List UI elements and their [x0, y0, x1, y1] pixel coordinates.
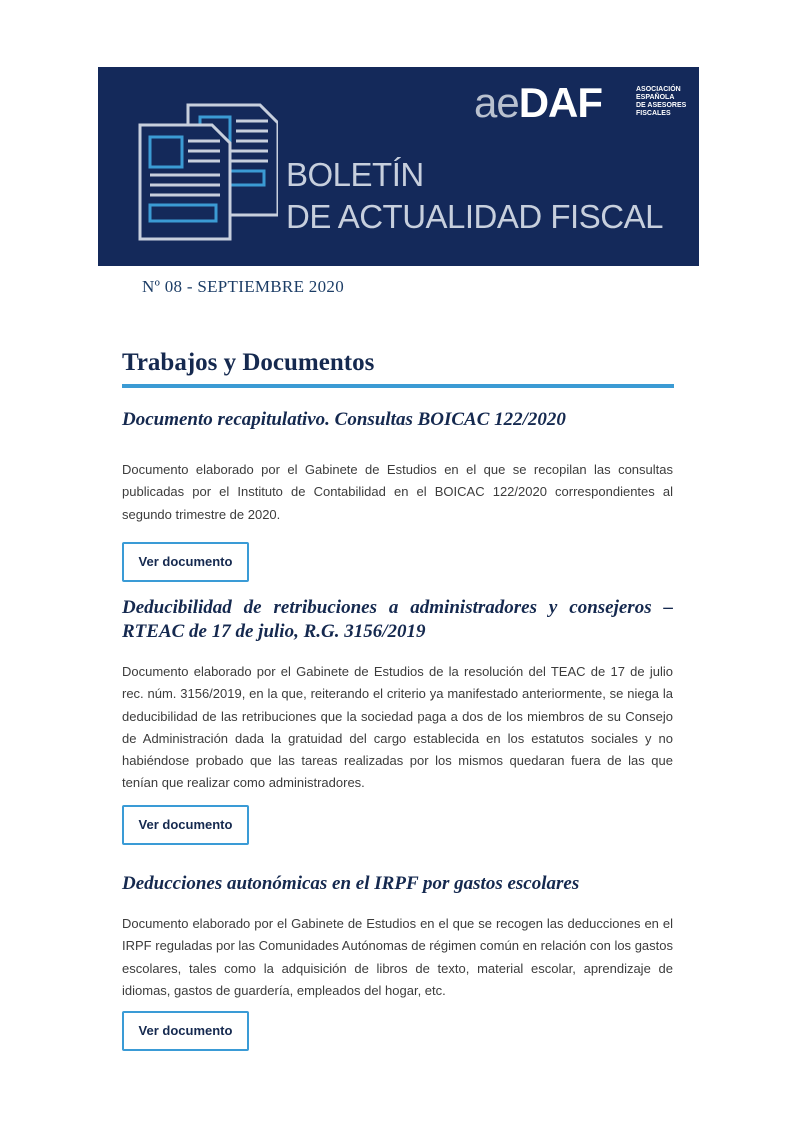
logo-wordmark: aeDAF [474, 79, 603, 126]
section-divider [122, 384, 674, 388]
article-1 [122, 408, 673, 582]
view-document-button[interactable]: Ver documento [122, 1011, 249, 1051]
article-body: Documento elaborado por el Gabinete de Estudios en el que se recogen las deducciones en el IRPF reguladas por las Comunidades Autónomas de régimen común en relación con los gastos escolares, tales como la adquisición de libros de texto, material escolar, aprendizaje de idiomas, gastos de guardería, empleados del hogar, etc. [122, 916, 673, 998]
view-document-button[interactable]: Ver documento [122, 542, 249, 582]
logo-org-name: ASOCIACIÓN ESPAÑOLA DE ASESORES FISCALES [636, 86, 687, 117]
header-banner [98, 67, 699, 266]
documents-icon [128, 95, 278, 245]
article-title: Deducibilidad de retribuciones a administradores y consejeros – RTEAC de 17 de julio, R.G. 3156/2019 [122, 597, 673, 642]
article-body: Documento elaborado por el Gabinete de Estudios en el que se recopilan las consultas publicadas por el Instituto de Contabilidad en el BOICAC 122/2020 correspondientes al segundo trimestre de 2020. [122, 462, 673, 522]
section-title: Trabajos y Documentos [122, 349, 375, 376]
article-title: Documento recapitulativo. Consultas BOICAC 122/2020 [122, 409, 566, 430]
article-2 [122, 596, 673, 845]
title-line-1: BOLETÍN [286, 156, 424, 193]
newsletter-title [286, 154, 663, 238]
article-body: Documento elaborado por el Gabinete de Estudios de la resolución del TEAC de 17 de julio rec. núm. 3156/2019, en la que, reiterando el criterio ya manifestado anteriormente, se niega la deducibilidad de las retribuciones que la sociedad paga a dos de los miembros de su Consejo de Administración dada la gratuidad del cargo establecida en los estatutos sociales y no habiéndose probado que las tareas realizadas por los mismos quedaran fuera de las que tenían que realizar como administradores. [122, 664, 673, 791]
view-document-button[interactable]: Ver documento [122, 805, 249, 845]
issue-number: Nº 08 - SEPTIEMBRE 2020 [142, 277, 345, 296]
title-line-2: DE ACTUALIDAD FISCAL [286, 198, 663, 235]
article-3 [122, 872, 673, 1051]
article-title: Deducciones autonómicas en el IRPF por gastos escolares [122, 873, 580, 894]
